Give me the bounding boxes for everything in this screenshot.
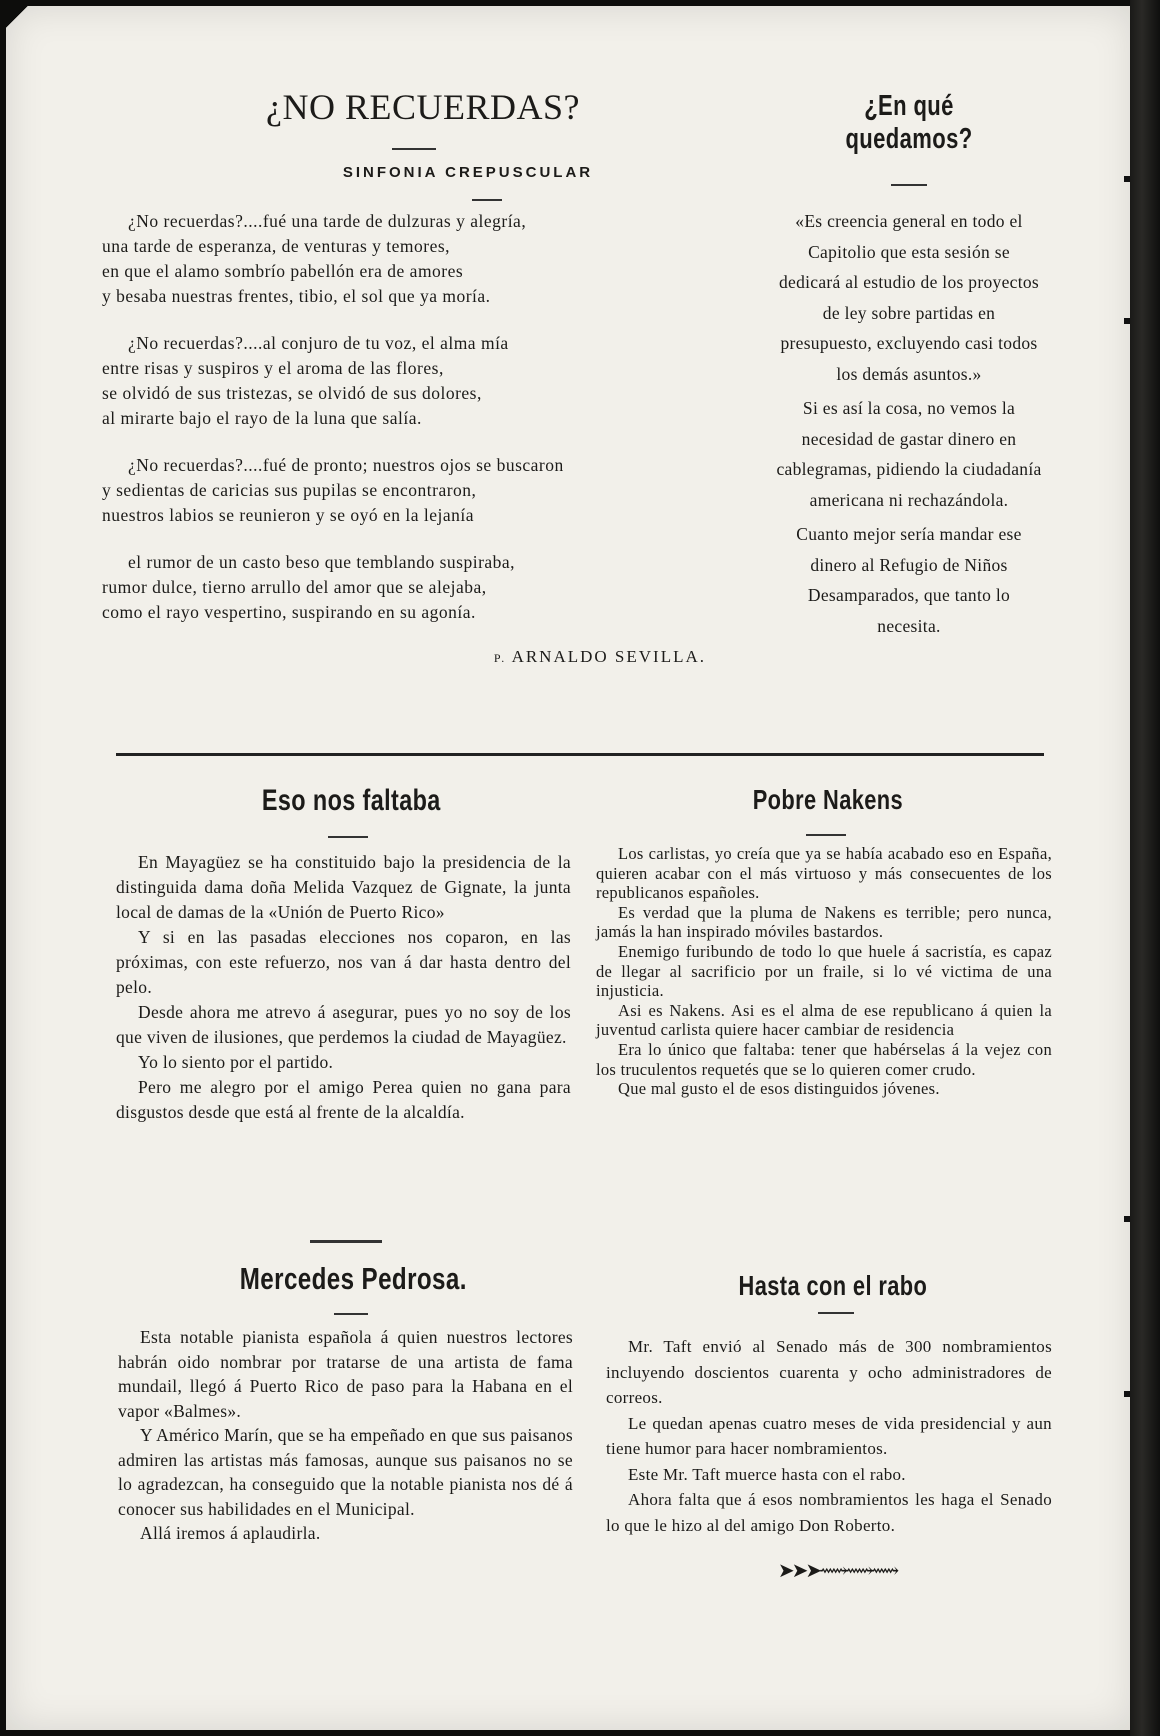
poem-signature [102, 647, 714, 667]
article-no-recuerdas [102, 86, 714, 667]
poem-line: ¿No recuerdas?....al conjuro de tu voz, el alma mía [128, 333, 509, 353]
paragraph: Allá iremos á aplaudirla. [140, 1523, 321, 1543]
paragraph: Es verdad que la pluma de Nakens es terrible; pero nunca, jamás la han inspirado móviles bastardos. [596, 902, 1052, 942]
article-body [606, 1334, 1052, 1538]
poem-line: ¿No recuerdas?....fué una tarde de dulzuras y alegría, [128, 211, 527, 231]
poem-stanza [102, 550, 714, 625]
signature-name: ARNALDO SEVILLA. [511, 647, 706, 666]
poem-line: entre risas y suspiros y el aroma de las flores, [102, 358, 444, 378]
paragraph: «Es creencia general en todo el Capitolio que esta sesión se dedicará al estudio de los proyectos de ley sobre partidas en presupuesto, excluyendo casi todos los demás asuntos.» [778, 211, 1040, 384]
article-title: Eso nos faltaba [261, 784, 441, 817]
article-title: ¿En qué quedamos? [845, 90, 973, 155]
poem-line: se olvidó de sus tristezas, se olvidó de sus dolores, [102, 383, 482, 403]
poem-line: ¿No recuerdas?....fué de pronto; nuestros ojos se buscaron [128, 455, 564, 475]
paragraph: Mr. Taft envió al Senado más de 300 nombramientos incluyendo doscientos cuarenta y ocho administradores de correos. [606, 1337, 1052, 1407]
article-title: Hasta con el rabo [738, 1270, 928, 1301]
poem-line: y sedientas de caricias sus pupilas se encontraron, [102, 480, 477, 500]
poem-line: nuestros labios se reunieron y se oyó en la lejanía [102, 505, 474, 525]
article-title: ¿NO RECUERDAS? [266, 87, 580, 127]
article-en-que-quedamos [776, 90, 1042, 645]
paragraph: Desde ahora me atrevo á asegurar, pues yo no soy de los que viven de ilusiones, que perdemos la ciudad de Mayagüez. [116, 1002, 571, 1047]
poem-stanza [102, 453, 714, 528]
article-title: Pobre Nakens [752, 784, 904, 815]
title-rule [891, 184, 927, 186]
paragraph: Este Mr. Taft muerce hasta con el rabo. [628, 1464, 906, 1484]
poem-body [102, 209, 714, 625]
paragraph: Los carlistas, yo creía que ya se había acabado eso en España, quieren acabar con el más virtuoso y más consecuentes de los republicanos españoles. [596, 844, 1052, 903]
title-rule [392, 148, 436, 150]
article-mercedes-pedrosa [118, 1261, 573, 1546]
article-subtitle: SINFONIA CREPUSCULAR [342, 164, 594, 181]
paragraph: Cuanto mejor sería mandar ese dinero al Refugio de Niños Desamparados, que tanto lo necesita. [796, 524, 1022, 636]
end-ornament: ➤➤➤⟿⟿⟿ [777, 1560, 897, 1582]
article-body [118, 1325, 573, 1546]
paragraph: En Mayagüez se ha constituido bajo la presidencia de la distinguida dama doña Melida Vazquez de Gignate, la junta local de damas de la «Unión de Puerto Rico» [116, 852, 571, 922]
paragraph: Ahora falta que á esos nombramientos les haga el Senado lo que le hizo al del amigo Don Roberto. [606, 1490, 1052, 1535]
paragraph: Le quedan apenas cuatro meses de vida presidencial y aun tiene humor para hacer nombramientos. [606, 1413, 1052, 1458]
divider-line [310, 1240, 382, 1243]
poem-line: una tarde de esperanza, de venturas y temores, [102, 236, 451, 256]
title-rule [328, 836, 368, 838]
paragraph: Era lo único que faltaba: tener que habérselas á la vejez con los truculentos requetés que se lo quieren comer crudo. [596, 1039, 1052, 1079]
paragraph: Y Américo Marín, que se ha empeñado en que sus paisanos admiren las artistas más famosas, aunque sus paisanos no se lo agradezcan, ha conseguido que la notable pianista nos dé á conocer sus habilidades en el Municipal. [118, 1425, 573, 1519]
paragraph: Que mal gusto el de esos distinguidos jóvenes. [618, 1079, 940, 1099]
poem-stanza [102, 331, 714, 431]
newspaper-page [6, 6, 1134, 1730]
title-rule [806, 834, 846, 836]
title-rule [818, 1312, 854, 1314]
signature-prefix: P. [493, 651, 507, 665]
article-pobre-nakens [596, 784, 1052, 1099]
paragraph: Asi es Nakens. Asi es el alma de ese republicano á quien la juventud carlista quiere hacer cambiar de residencia [596, 1000, 1052, 1040]
poem-line: y besaba nuestras frentes, tibio, el sol que ya moría. [102, 286, 491, 306]
divider [306, 1240, 386, 1243]
article-body [116, 850, 571, 1125]
paragraph: Esta notable pianista española á quien nuestros lectores habrán oido nombrar por tratarse de una artista de fama mundail, llegó á Puerto Rico de paso para la Habana en el vapor «Balmes». [118, 1327, 573, 1421]
section-divider [116, 753, 1044, 756]
book-binding [1130, 0, 1160, 1736]
title-rule [334, 1313, 368, 1315]
article-title: Mercedes Pedrosa. [239, 1261, 467, 1296]
subtitle-rule [472, 199, 502, 201]
page-corner [6, 6, 28, 28]
poem-line: en que el alamo sombrío pabellón era de amores [102, 261, 464, 281]
article-eso-nos-faltaba [116, 784, 571, 1125]
paragraph: Si es así la cosa, no vemos la necesidad de gastar dinero en cablegramas, pidiendo la ciudadanía americana ni rechazándola. [776, 398, 1042, 510]
paragraph: Pero me alegro por el amigo Perea quien no gana para disgustos desde que está al frente de la alcaldía. [116, 1077, 571, 1122]
paragraph: Enemigo furibundo de todo lo que huele á sacristía, es capaz de llegar al sacrificio por un fraile, si lo vé victima de una injusticia. [596, 941, 1052, 1001]
article-body [596, 844, 1052, 1099]
paragraph: Y si en las pasadas elecciones nos coparon, en las próximas, con este refuerzo, nos van á dar hasta dentro del pelo. [116, 927, 571, 997]
article-hasta-con-el-rabo [606, 1270, 1052, 1583]
poem-line: rumor dulce, tierno arrullo del amor que se alejaba, [102, 577, 487, 597]
poem-stanza [102, 209, 714, 309]
paragraph: Yo lo siento por el partido. [138, 1052, 334, 1072]
article-body [776, 206, 1042, 641]
poem-line: el rumor de un casto beso que temblando suspiraba, [128, 552, 516, 572]
poem-line: al mirarte bajo el rayo de la luna que salía. [102, 408, 422, 428]
poem-line: como el rayo vespertino, suspirando en su agonía. [102, 602, 476, 622]
